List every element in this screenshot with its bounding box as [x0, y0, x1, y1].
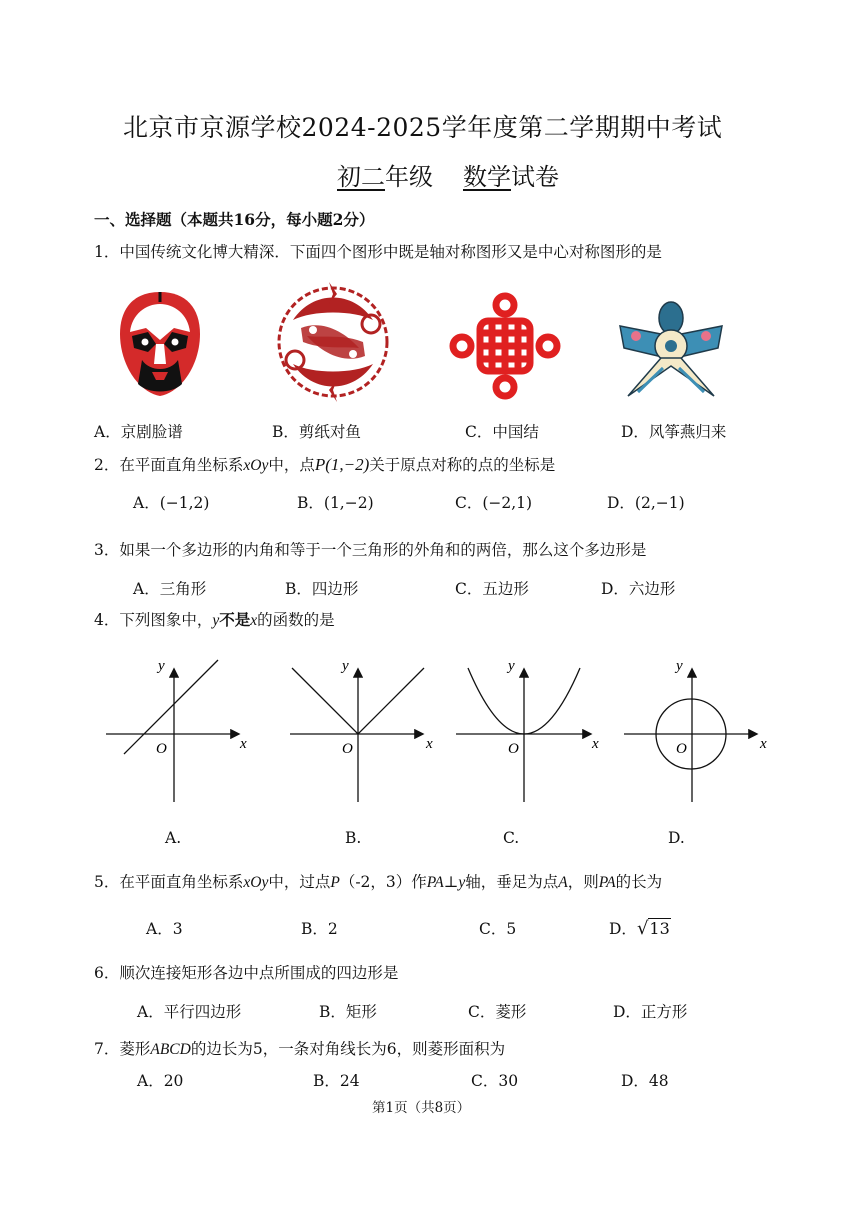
grade: 初二	[337, 163, 385, 191]
q6-option-d[interactable]: D．正方形	[613, 1003, 688, 1021]
graph-d	[618, 650, 778, 810]
exam-subtitle	[337, 157, 559, 192]
graph-b	[284, 650, 444, 810]
y-label: y	[676, 658, 683, 674]
linear-function-line	[124, 660, 218, 754]
grade-suffix: 年级	[385, 163, 433, 191]
q6-option-b[interactable]: B．矩形	[319, 1003, 377, 1021]
sqrt-symbol: √	[636, 918, 649, 939]
subject-suffix: 试卷	[511, 163, 559, 191]
section-header: 一、选择题（本题共16分，每小题2分）	[94, 210, 375, 229]
q5-stem	[94, 870, 662, 892]
q5-stem-e: 轴，垂足为点	[465, 873, 559, 891]
q1-stem: 1．中国传统文化博大精深．下面四个图形中既是轴对称图形又是中心对称图形的是	[94, 243, 662, 261]
q7-stem-b: 的边长为5，一条对角线长为6，则菱形面积为	[190, 1040, 506, 1058]
q5-option-b[interactable]: B．2	[301, 920, 338, 938]
q7-option-c[interactable]: C．30	[471, 1072, 519, 1090]
q6-option-c[interactable]: C．菱形	[468, 1003, 527, 1021]
q3-stem: 3．如果一个多边形的内角和等于一个三角形的外角和的两倍，那么这个多边形是	[94, 541, 647, 559]
q5-p: P	[330, 874, 340, 891]
q4-x: x	[250, 612, 258, 629]
q5-stem-a: 5．在平面直角坐标系	[94, 873, 244, 891]
swallow-kite-image	[618, 296, 724, 400]
q2-option-b[interactable]: B．(1,−2)	[297, 494, 374, 512]
q4-option-b[interactable]: B.	[345, 829, 362, 847]
x-label: x	[426, 736, 433, 752]
q7-option-d[interactable]: D．48	[621, 1072, 669, 1090]
q2-stem-a: 2．在平面直角坐标系	[94, 456, 244, 474]
q5-option-d[interactable]	[609, 917, 671, 939]
q6-stem: 6．顺次连接矩形各边中点所围成的四边形是	[94, 964, 399, 982]
x-label: x	[240, 736, 247, 752]
q1-option-b[interactable]: B．剪纸对鱼	[272, 423, 361, 441]
q4-y: y	[212, 612, 220, 629]
exam-title: 北京市京源学校2024-2025学年度第二学期期中考试	[123, 113, 723, 142]
q3-option-b[interactable]: B．四边形	[285, 580, 359, 598]
q4-bold: 不是	[219, 610, 251, 629]
q7-option-b[interactable]: B．24	[313, 1072, 360, 1090]
q3-option-c[interactable]: C．五边形	[455, 580, 529, 598]
q5-stem-b: 中，过点	[268, 873, 331, 891]
q4-option-a[interactable]: A.	[165, 829, 182, 847]
q2-stem	[94, 453, 555, 475]
q4-stem	[94, 608, 335, 630]
q5-y: y	[458, 874, 466, 891]
subject: 数学	[463, 163, 511, 191]
q3-option-d[interactable]: D．六边形	[601, 580, 676, 598]
origin-label: O	[156, 741, 167, 757]
q5-pa2: PA	[598, 874, 616, 891]
q5-stem-g: 的长为	[615, 873, 663, 891]
q1-option-d[interactable]: D．风筝燕归来	[621, 423, 727, 441]
q5-var: xOy	[243, 874, 269, 891]
q2-option-c[interactable]: C．(−2,1)	[455, 494, 533, 512]
chinese-knot-image	[448, 291, 562, 401]
q4-option-c[interactable]: C.	[503, 829, 520, 847]
q1-option-a[interactable]: A．京剧脸谱	[94, 423, 183, 441]
y-label: y	[508, 658, 515, 674]
y-label: y	[342, 658, 349, 674]
q6-option-a[interactable]: A．平行四边形	[137, 1003, 242, 1021]
graph-c	[450, 650, 610, 810]
q2-point: P(1,−2)	[314, 455, 370, 474]
q2-option-a[interactable]: A．(−1,2)	[133, 494, 210, 512]
q2-option-d[interactable]: D．(2,−1)	[607, 494, 685, 512]
q4-option-d[interactable]: D.	[668, 829, 685, 847]
q5-pa: PA	[426, 874, 444, 891]
q4-stem-a: 4．下列图象中，	[94, 611, 213, 629]
q5-option-d-label: D．	[609, 920, 637, 938]
q5-option-a[interactable]: A．3	[146, 920, 183, 938]
q5-a-point: A	[558, 874, 568, 891]
q7-stem-a: 7．菱形	[94, 1040, 151, 1058]
q5-perp: ⊥	[443, 873, 459, 891]
q7-stem	[94, 1037, 505, 1059]
opera-mask-image	[112, 288, 208, 400]
q2-stem-c: 关于原点对称的点的坐标是	[369, 456, 556, 474]
q3-option-a[interactable]: A．三角形	[133, 580, 207, 598]
origin-label: O	[676, 741, 687, 757]
graph-a	[100, 650, 260, 810]
q7-option-a[interactable]: A．20	[137, 1072, 184, 1090]
q7-var: ABCD	[150, 1041, 191, 1058]
q5-option-c[interactable]: C．5	[479, 920, 517, 938]
origin-label: O	[508, 741, 519, 757]
q5-stem-f: ，则	[567, 873, 599, 891]
q1-option-c[interactable]: C．中国结	[465, 423, 539, 441]
x-label: x	[760, 736, 767, 752]
paper-cut-fish-image	[273, 280, 393, 404]
q2-stem-b: 中，点	[268, 456, 315, 474]
x-label: x	[592, 736, 599, 752]
origin-label: O	[342, 741, 353, 757]
q5-stem-c: （-2，3）作	[339, 873, 427, 891]
y-label: y	[158, 658, 165, 674]
sqrt-radicand: 13	[649, 919, 670, 938]
page-footer: 第1页（共8页）	[372, 1100, 471, 1116]
q2-var: xOy	[243, 457, 269, 474]
q4-stem-b: 的函数的是	[257, 611, 335, 629]
